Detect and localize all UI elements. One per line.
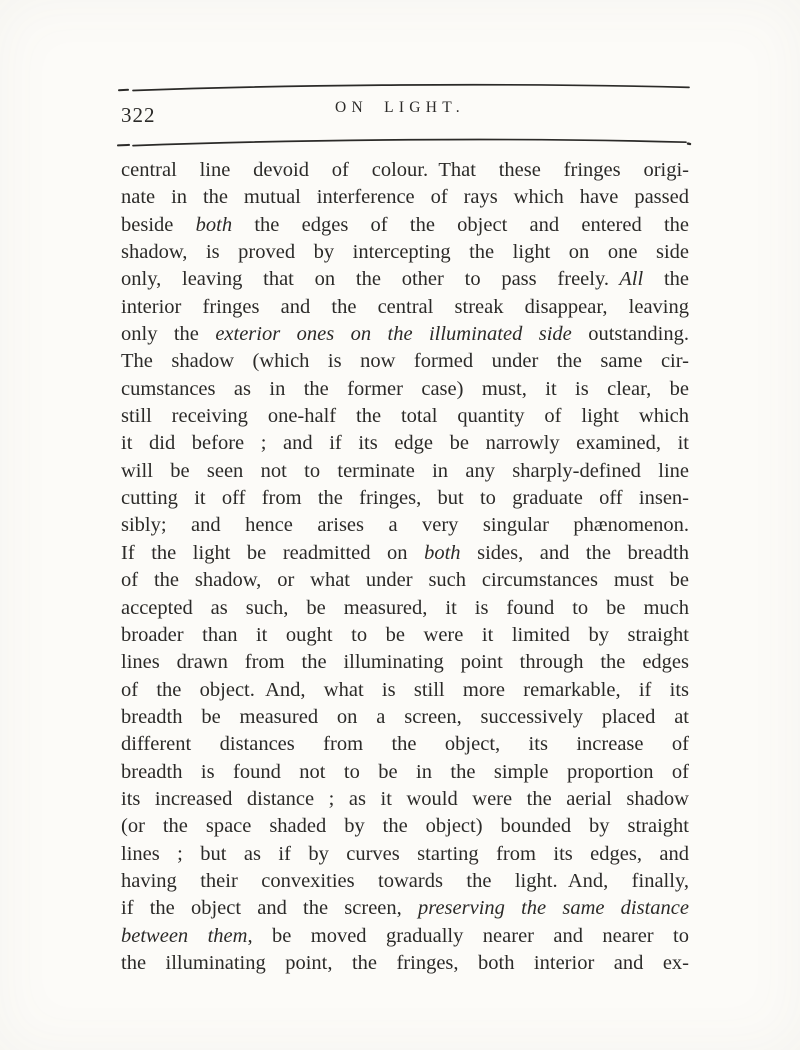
text-line: breadth be measured on a screen, successively placed at: [121, 705, 689, 728]
text-line: only, leaving that on the other to pass freely. All the: [121, 268, 690, 291]
running-title: ON LIGHT.: [335, 99, 465, 116]
text-line: of the object. And, what is still more remarkable, if its: [121, 678, 689, 701]
text-line: still receiving one-half the total quantity of light which: [121, 405, 689, 428]
text-line: broader than it ought to be were it limited by straight: [121, 623, 689, 646]
text-line: having their convexities towards the light. And, finally,: [121, 869, 689, 892]
text-line: If the light be readmitted on both sides, and the breadth: [121, 541, 689, 564]
text-line: central line devoid of colour. That these fringes origi-: [121, 159, 689, 181]
text-line: different distances from the object, its increase of: [121, 733, 689, 756]
text-line: it did before ; and if its edge be narrowly examined, it: [121, 432, 689, 455]
text-line: (or the space shaded by the object) bounded by straight: [121, 815, 689, 838]
body-text: [121, 157, 689, 977]
text-line: breadth is found not to be in the simple proportion of: [121, 760, 689, 783]
text-line: of the shadow, or what under such circumstances must be: [121, 569, 689, 592]
text-line: beside both the edges of the object and entered the: [121, 213, 689, 236]
text-line: cumstances as in the former case) must, it is clear, be: [121, 377, 689, 400]
text-line: shadow, is proved by intercepting the light on one side: [121, 241, 689, 264]
text-line: nate in the mutual interference of rays which have passed: [121, 186, 689, 209]
text-line: will be seen not to terminate in any sharply-defined line: [121, 459, 689, 482]
text-line: its increased distance ; as it would were the aerial shadow: [121, 787, 689, 810]
header-rule-top: [117, 80, 692, 96]
text-line: The shadow (which is now formed under the same cir-: [121, 350, 689, 373]
text-line: lines ; but as if by curves starting from its edges, and: [121, 842, 689, 865]
text-line: interior fringes and the central streak disappear, leaving: [121, 295, 689, 318]
text-line: between them, be moved gradually nearer and nearer to: [121, 924, 689, 947]
text-line: accepted as such, be measured, it is found to be much: [121, 596, 689, 619]
header-rule-bottom: [116, 133, 694, 151]
text-line: lines drawn from the illuminating point through the edges: [121, 651, 689, 674]
text-line: the illuminating point, the fringes, both interior and ex-: [121, 951, 689, 974]
text-line: sibly; and hence arises a very singular phænomenon.: [121, 514, 689, 537]
page-number: 322: [121, 103, 156, 127]
text-line: cutting it off from the fringes, but to graduate off insen-: [121, 487, 689, 510]
text-line: only the exterior ones on the illuminated side outstanding.: [121, 323, 689, 346]
text-line: if the object and the screen, preserving the same distance: [121, 897, 689, 920]
